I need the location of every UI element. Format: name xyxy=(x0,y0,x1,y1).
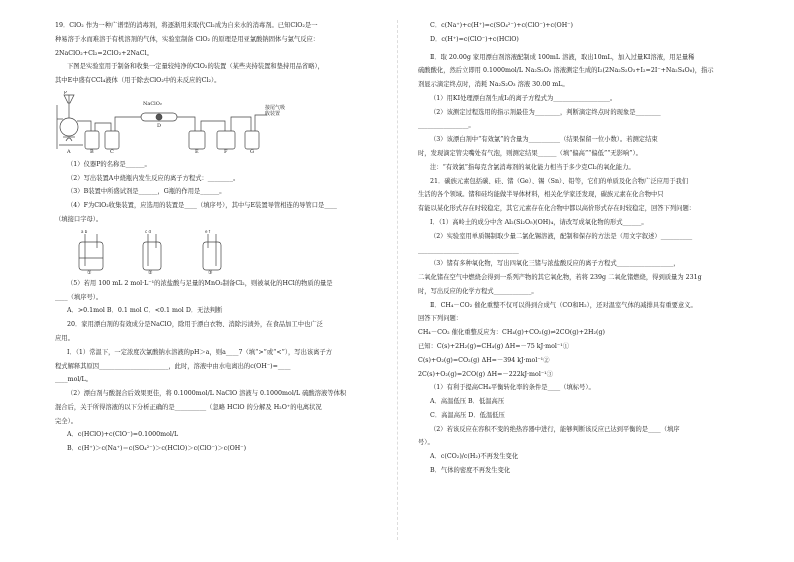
q20-line: （2）漂白剂与酸混合后效果更佳，将 0.1000mol/L NaClO 溶液与 0.1000mol/L 硫酸溶液等体积 xyxy=(67,390,347,398)
q21-line: 生活的各个领域。锗和硅均能做半导体材料，相关化学家还发现，碳族元素在化合物中只 xyxy=(418,191,664,199)
q20-line: 应用。 xyxy=(55,334,74,342)
svg-text:c d: c d xyxy=(145,229,152,234)
q20-option-c: C．c(Na⁺)+c(H⁺)=c(SO₄²⁻)+c(ClO⁻)+c(OH⁻) xyxy=(430,22,573,29)
q19-line: 下图是实验室用于制备和收集一定量较纯净的ClO₂的装置（某些夹持装置和垫持用品省略）， xyxy=(67,63,324,71)
label-f: F xyxy=(224,148,228,155)
q20-ii-line: （1）用KI处理漂白剂生成I₂的离子方程式为__________________。 xyxy=(430,94,617,102)
q21-line: （2）实验室用单质锡制取少量二氯化锡溶液，配制和保存的方法是（用文字叙述）__________ xyxy=(430,232,693,240)
q20-ii-line: Ⅱ．取 20.00g 家用漂白剂溶液配制成 100mL 溶液，取出10mL，加入过量KI溶液，用足量稀 xyxy=(430,53,695,61)
q20-option-a: A．c(HClO)+c(ClO⁻)=0.1000mol/L xyxy=(67,431,179,439)
q19-part: （2）写出装置A中烧瓶内发生反应的离子方程式：________。 xyxy=(67,174,240,182)
svg-text:a b: a b xyxy=(81,229,88,234)
label-c: C xyxy=(110,148,114,155)
q19-part5: （5）若用 100 mL 2 mol·L⁻¹的浓盐酸与足量的MnO₂制备Cl₂，则被氧化的HCl的物质的量是 xyxy=(67,279,333,287)
q20-ii-line: 时，发现滴定管尖嘴处有气泡，则测定结果______（填“偏高”“偏低”“无影响”）。 xyxy=(418,150,642,158)
q19-part: （填接口字母）。 xyxy=(55,216,103,224)
q21-line: （2）若该反应在容积不变的绝热容器中进行，能够判断该反应已达到平衡的是____（填序 xyxy=(430,425,680,433)
q19-part: （3）B装置中所盛试剂是______，G瓶的作用是______。 xyxy=(67,188,226,196)
q21-line: （3）锗有多种氧化物，写出四氧化三锗与浓盐酸反应的离子方程式__________________， xyxy=(430,260,680,268)
q21-equation: CH₄－CO₂ 催化重整反应为：CH₄(g)+CO₂(g)⇌2CO(g)+2H₂(g) xyxy=(418,329,605,337)
q20-ii-line: 剂显示滴定终点时，消耗 Na₂S₂O₃ 溶液 30.00 mL。 xyxy=(418,81,569,89)
device-2-label: ② xyxy=(148,269,153,276)
q21-option-b: B．气体的密度不再发生变化 xyxy=(430,467,511,474)
label-b: B xyxy=(90,148,94,155)
collection-devices xyxy=(55,230,285,276)
label-d: D xyxy=(157,122,162,129)
q21-line: 回答下列问题： xyxy=(418,315,463,323)
label-g: G xyxy=(250,148,254,155)
q21-line: ________________________________ xyxy=(418,246,519,254)
q21-line: 号）。 xyxy=(418,439,434,447)
q21-line: Ⅰ．（1）高岭土的成分中含 Al₂(Si₂O₅)(OH)₄，请改写成氧化物的形式______。 xyxy=(430,218,648,226)
q21-line: 二氧化锗在空气中燃烧会得到一系列产物的其它氧化物，若将 239g 二氧化锗燃烧，得到质量为 231g xyxy=(418,274,702,282)
q21-options: A．高温低压 B．低温高压 xyxy=(430,398,505,406)
q21-equation: 已知：C(s)+2H₂(g)=CH₄(g) ΔH=－75 kJ·mol⁻¹① xyxy=(418,342,570,350)
label-a: A xyxy=(67,148,71,155)
q20-line: 混合后，关于所得溶液的以下分析正确的是__________（忽略 HClO 的分解及 H₂O⁺的电离状况 xyxy=(55,403,322,411)
device-3-label: ③ xyxy=(208,269,213,276)
right-column xyxy=(418,22,758,481)
q21-line: （1）有利于提高CH₄平衡转化率的条件是____（填标号）。 xyxy=(430,384,595,392)
tail-gas-label: 接尾气吸收装置 xyxy=(265,104,286,117)
q21-equation: C(s)+O₂(g)=CO₂(g) ΔH=－394 kJ·mol⁻¹② xyxy=(418,356,550,364)
q20-option-d: D．c(H⁺)=c(ClO⁻)+c(HClO) xyxy=(430,35,519,43)
q19-options: A．>0.1mol B．0.1 mol C．<0.1 mol D．无法判断 xyxy=(67,307,223,315)
naclo2-label: NaClO₂ xyxy=(143,100,162,107)
q19-part5: ____（填序号）。 xyxy=(55,293,103,301)
q20-ii-line: （2）该测定过程选用的指示剂最佳为________，判断滴定终点时的现象是________ xyxy=(430,108,661,116)
q19-part: （1）仪器P的名称是______。 xyxy=(67,160,151,168)
q20-ii-note: 注：“有效氯”指每克含氯消毒剂的氧化能力相当于多少克Cl₂的氧化能力。 xyxy=(430,163,635,171)
q20-line: ____mol/L。 xyxy=(55,376,92,384)
q20-ii-line: （3）该漂白剂中“有效氯”的含量为__________（结果保留一位小数）。若测定结束 xyxy=(430,136,658,144)
q19-line: 其中E中盛有CCl₄液体（用于除去ClO₂中的未反应的Cl₂）。 xyxy=(55,77,221,85)
q20-line: 程式解释其原因______________________，此时，溶液中由水电离出的c(OH⁻)=____ xyxy=(55,362,291,370)
apparatus-drawing xyxy=(55,91,285,155)
label-e: E xyxy=(195,148,199,155)
q20-line: 完全）。 xyxy=(55,417,78,425)
q20-line: Ⅰ．（1）常温下，一定浓度次氯酸钠水溶液的pH＞a，则a____7（填“>”或“<”），写出该离子方 xyxy=(67,348,333,356)
q21-equation: 2C(s)+O₂(g)=2CO(g) ΔH=－222kJ·mol⁻¹③ xyxy=(418,370,553,378)
svg-text:e f: e f xyxy=(205,229,211,234)
q21-line: 有能以某化形式存在时较稳定，其它元素存在化合物中都以高价形式存在时较稳定，回答下列问题： xyxy=(418,205,696,213)
q21-line: 时，写出反应的化学方程式____________。 xyxy=(418,287,538,295)
device-1-label: ① xyxy=(87,269,92,276)
q20-line: 20．家用漂白剂的有效成分是NaClO，除用于漂白衣物、消除污渍外，在食品加工中也广泛 xyxy=(67,321,323,329)
q20-option-b: B．c(H⁺)＞c(Na⁺)＝c(SO₄²⁻)＞c(HClO)＞c(ClO⁻)＞c(OH⁻) xyxy=(67,445,247,453)
q19-line: 种易溶于水而难溶于有机溶剂的气体，实验室制备 ClO₂ 的原理是用亚氯酸钠固体与氯气反应： xyxy=(55,35,320,43)
q21-option-a: A．c(CO₂)/c(H₂)不再发生变化 xyxy=(430,453,519,461)
q19-part: （4）F为ClO₂收集装置，应选用的装置是____（填序号），其中与E装置导管相连的导管口是____ xyxy=(67,202,337,210)
apparatus-label-p: P xyxy=(64,90,68,96)
q20-ii-line: ________________。 xyxy=(418,122,475,130)
q21-line: 21．碳族元素包括碳、硅、锗（Ge）、锡（Sn）、铅等，它们的单质及化合物广泛应用于我们 xyxy=(430,177,689,185)
q20-ii-line: 硫酸酸化，然后立即用 0.1000mol/L Na₂S₂O₃ 溶液测定生成的I₂(2Na₂S₂O₃+I₂=2I⁻+Na₂S₄O₆)，指示 xyxy=(418,67,714,75)
q19-line: 2NaClO₂+Cl₂=2ClO₂+2NaCl。 xyxy=(55,49,153,57)
left-column xyxy=(55,22,400,459)
apparatus-diagram xyxy=(55,91,285,155)
q21-line: Ⅱ．CH₄－CO₂ 催化重整不仅可以得到合成气（CO和H₂），还对温室气体的减排具有重要意义。 xyxy=(430,301,697,309)
q21-options: C．高温高压 D．低温低压 xyxy=(430,411,505,419)
q19-line: 19．ClO₂ 作为一种广谱型的消毒剂，将逐渐用来取代Cl₂成为自来水的消毒剂。已知ClO₂是一 xyxy=(55,22,318,29)
